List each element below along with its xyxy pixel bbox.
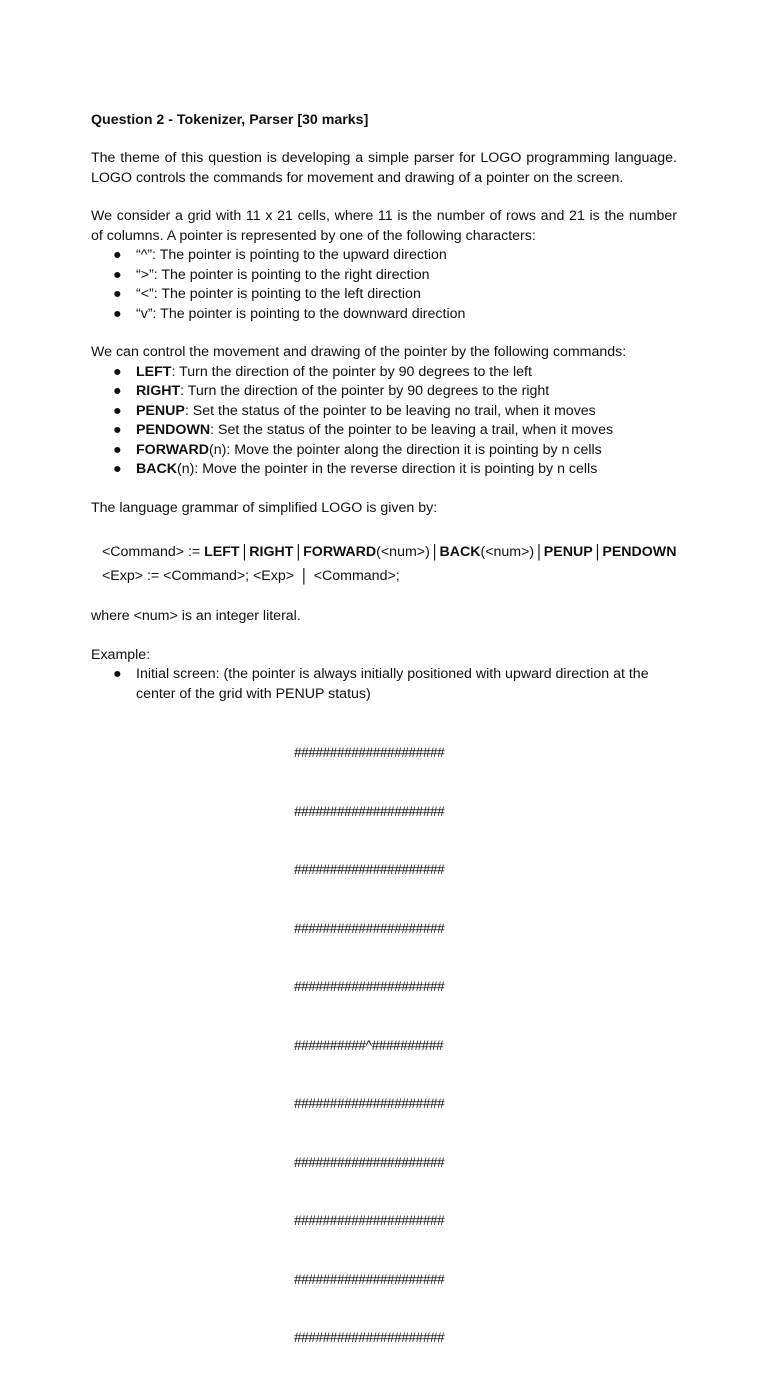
pointer-list xyxy=(91,246,677,324)
list-item: ● “<”: The pointer is pointing to the left direction xyxy=(113,286,421,302)
grid-row: ##################### xyxy=(294,1154,445,1170)
grid-row: ##################### xyxy=(294,1271,445,1287)
grid-row: ##################### xyxy=(294,920,445,936)
grid-row: ##################### xyxy=(294,1096,445,1111)
grammar-intro: The language grammar of simplified LOGO is given by: xyxy=(91,499,438,516)
list-item: ● FORWARD(n): Move the pointer along the direction it is pointing by n cells xyxy=(113,441,602,458)
grid-row: ##################### xyxy=(294,862,445,877)
grammar-note: where <num> is an integer literal. xyxy=(91,608,301,624)
list-item: ● RIGHT: Turn the direction of the pointer by 90 degrees to the right xyxy=(113,383,550,399)
question-title: Question 2 - Tokenizer, Parser [30 marks] xyxy=(91,112,369,128)
list-item: ● “v”: The pointer is pointing to the downward direction xyxy=(113,305,466,322)
list-item: ● “>”: The pointer is pointing to the right direction xyxy=(113,266,430,283)
example-list xyxy=(91,665,677,704)
document-page xyxy=(91,111,677,1387)
grid-row: ##################### xyxy=(294,745,445,760)
grid-row: ##################### xyxy=(294,1330,445,1345)
list-item: ● PENDOWN: Set the status of the pointer to be leaving a trail, when it moves xyxy=(113,422,614,438)
list-item: ● LEFT: Turn the direction of the pointer by 90 degrees to the left xyxy=(113,363,532,380)
intro-paragraph: The theme of this question is developing a simple parser for LOGO programming language. LOGO controls the commands for movement and drawing of a pointer on the screen. xyxy=(91,150,677,186)
list-item: ● “^”: The pointer is pointing to the upward direction xyxy=(113,247,447,263)
list-item: ● PENUP: Set the status of the pointer to be leaving no trail, when it moves xyxy=(113,402,596,419)
example-label: Example: xyxy=(91,646,151,663)
grammar-exp-rule: <Exp> := <Command>; <Exp> | <Command>; xyxy=(102,566,400,586)
grid-row: ##################### xyxy=(294,803,445,819)
commands-intro: We can control the movement and drawing of the pointer by the following commands: xyxy=(91,344,627,360)
list-item: ● Initial screen: (the pointer is always initially positioned with upward direction at the center of the grid with PENUP status) xyxy=(113,666,649,702)
grammar-command-rule: <Command> := LEFT | RIGHT | FORWARD(<num>) | BACK(<num>) | PENUP | PENDOWN xyxy=(102,542,677,562)
list-item: ● BACK(n): Move the pointer in the reverse direction it is pointing by n cells xyxy=(113,461,598,477)
initial-screen-grid xyxy=(294,704,677,1387)
command-list xyxy=(91,363,677,480)
grid-row: ##########^########## xyxy=(294,1037,444,1053)
grammar-block xyxy=(91,540,677,588)
grid-row: ##################### xyxy=(294,1213,445,1228)
grid-description: We consider a grid with 11 x 21 cells, where 11 is the number of rows and 21 is the number of columns. A pointer is represented by one of the following characters: xyxy=(91,208,677,244)
grid-row: ##################### xyxy=(294,979,445,994)
